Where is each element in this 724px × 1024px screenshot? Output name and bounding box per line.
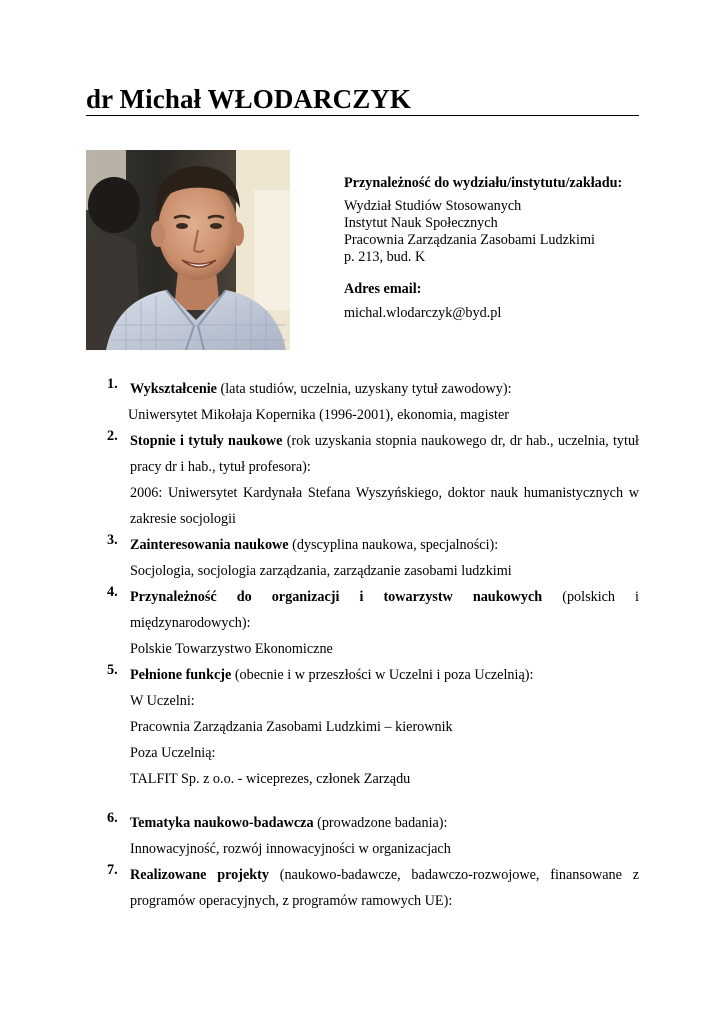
section-description: (naukowo-badawcze, badawczo-rozwojowe, finansowane z programów operacyjnych, z programów ramowych UE): — [130, 867, 639, 909]
section-title: Wykształcenie — [130, 381, 217, 397]
section-title: Pełnione funkcje — [130, 667, 232, 683]
page-title: dr Michał WŁODARCZYK — [86, 84, 412, 114]
section-value: Pracownia Zarządzania Zasobami Ludzkimi – kierownik — [130, 719, 453, 735]
affiliation-label: Przynależność do wydziału/instytutu/zakładu: — [344, 175, 623, 191]
section-number: 3. — [107, 532, 118, 548]
cv-sections — [107, 376, 639, 914]
section-number: 4. — [107, 584, 118, 600]
section-description: (dyscyplina naukowa, specjalności): — [288, 537, 499, 553]
contact-info — [344, 175, 644, 322]
section-value: W Uczelni: — [130, 693, 195, 709]
profile-photo — [86, 150, 290, 350]
affiliation-line: Pracownia Zarządzania Zasobami Ludzkimi — [344, 232, 595, 248]
section-number: 1. — [107, 376, 118, 392]
section-title: Zainteresowania naukowe — [130, 537, 289, 553]
section-spacer — [107, 792, 639, 810]
section-title: Stopnie i tytuły naukowe — [130, 433, 283, 449]
section-title: Przynależność do organizacji i towarzystw naukowych — [130, 589, 543, 605]
section-research — [107, 810, 639, 862]
section-description: (lata studiów, uczelnia, uzyskany tytuł zawodowy): — [216, 381, 512, 397]
section-interests — [107, 532, 639, 584]
section-title: Tematyka naukowo-badawcza — [130, 815, 314, 831]
section-description: (prowadzone badania): — [313, 815, 448, 831]
section-number: 2. — [107, 428, 118, 444]
affiliation-line: Wydział Studiów Stosowanych — [344, 198, 522, 214]
affiliation-line: p. 213, bud. K — [344, 249, 426, 265]
email-label: Adres email: — [344, 281, 422, 297]
section-number: 5. — [107, 662, 118, 678]
section-number: 6. — [107, 810, 118, 826]
section-projects — [107, 862, 639, 914]
section-title: Realizowane projekty — [130, 867, 269, 883]
section-value: Uniwersytet Mikołaja Kopernika (1996-2001), ekonomia, magister — [128, 407, 509, 423]
section-description: (obecnie i w przeszłości w Uczelni i poza Uczelnią): — [231, 667, 534, 683]
section-degrees — [107, 428, 639, 532]
section-education — [107, 376, 639, 428]
title-underline — [86, 115, 639, 116]
section-value: 2006: Uniwersytet Kardynała Stefana Wyszyńskiego, doktor nauk humanistycznych w zakresie socjologii — [130, 485, 639, 527]
section-functions — [107, 662, 639, 792]
affiliation-line: Instytut Nauk Społecznych — [344, 215, 498, 231]
section-memberships — [107, 584, 639, 662]
section-value: Polskie Towarzystwo Ekonomiczne — [130, 641, 333, 657]
section-number: 7. — [107, 862, 118, 878]
email-value[interactable]: michal.wlodarczyk@byd.pl — [344, 305, 502, 321]
section-value: Innowacyjność, rozwój innowacyjności w organizacjach — [130, 841, 451, 857]
section-value: TALFIT Sp. z o.o. - wiceprezes, członek Zarządu — [130, 771, 411, 787]
section-description: (rok uzyskania stopnia naukowego dr, dr hab., uczelnia, tytuł pracy dr i hab., tytuł profesora): — [130, 433, 639, 475]
section-value: Poza Uczelnią: — [130, 745, 216, 761]
section-description: (polskich i międzynarodowych): — [130, 589, 639, 631]
section-value: Socjologia, socjologia zarządzania, zarządzanie zasobami ludzkimi — [130, 563, 512, 579]
